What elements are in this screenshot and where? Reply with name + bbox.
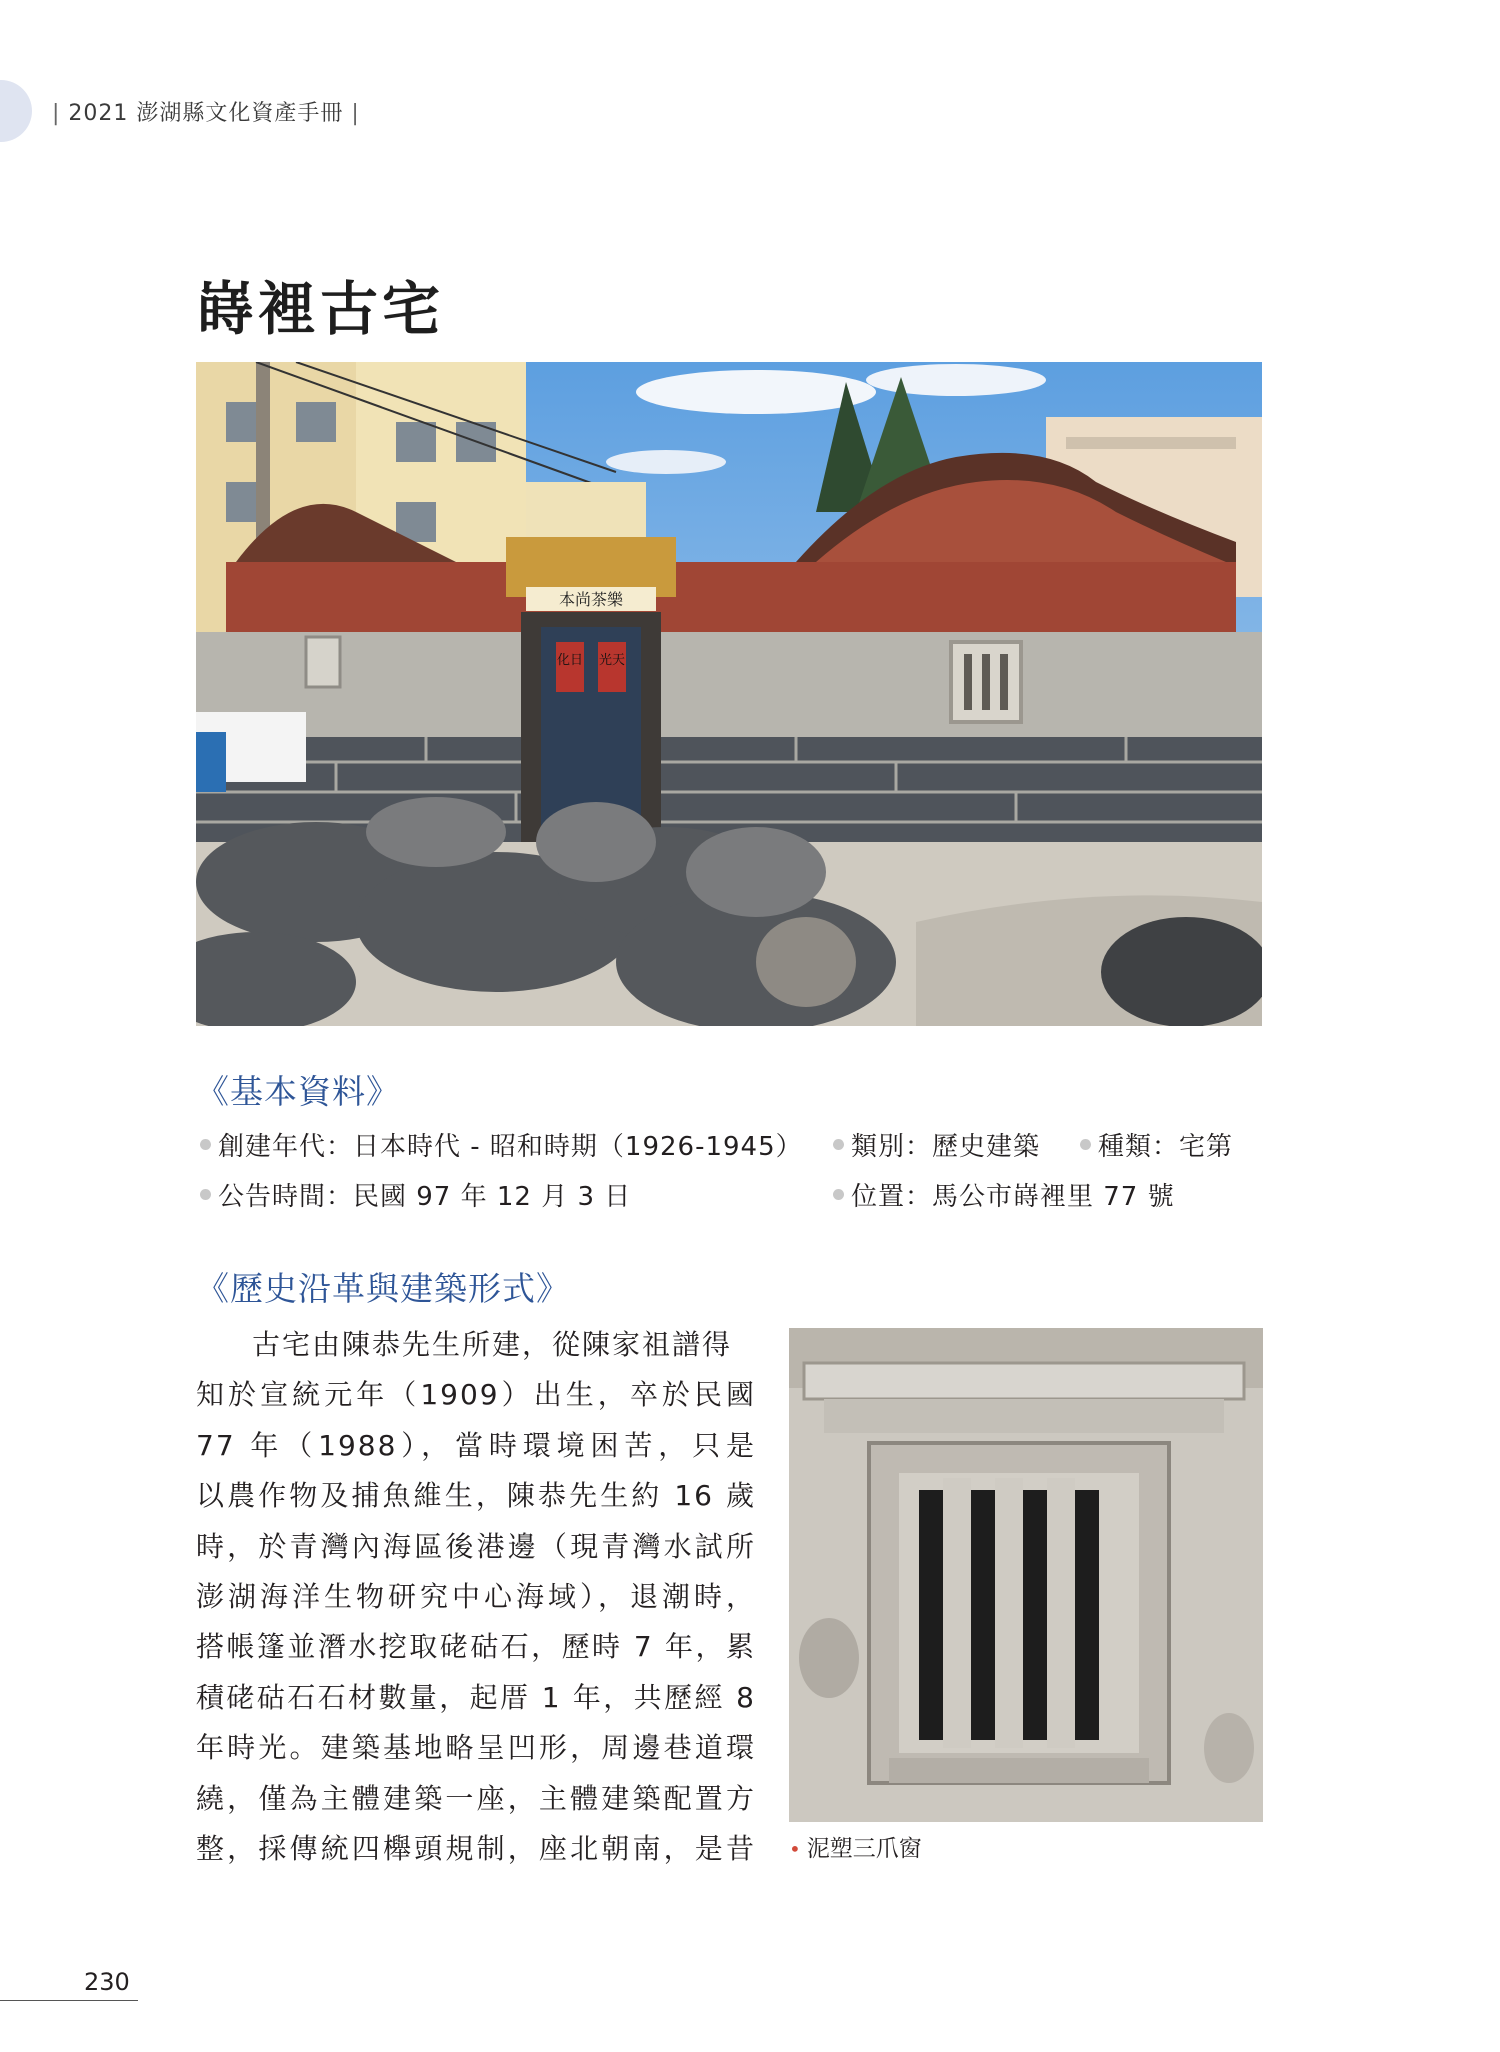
- body-line: 以農作物及捕魚維生，陳恭先生約 16 歲: [196, 1479, 756, 1513]
- bullet-dot-icon: [833, 1189, 844, 1200]
- body-line: 時，於青灣內海區後港邊（現青灣水試所: [196, 1529, 756, 1563]
- info-announced: [200, 1176, 631, 1213]
- info-type: [1080, 1126, 1233, 1163]
- running-header: [52, 96, 360, 127]
- caption-bullet-icon: •: [789, 1837, 801, 1861]
- old-house-illustration: [196, 362, 1262, 1026]
- clay-window-illustration: [789, 1328, 1263, 1822]
- body-line: 年時光。建築基地略呈凹形，周邊巷道環: [196, 1731, 756, 1765]
- window-photo: [789, 1328, 1263, 1822]
- info-built-era-text: 創建年代：日本時代 - 昭和時期（1926-1945）: [218, 1132, 803, 1162]
- running-header-text: 2021 澎湖縣文化資產手冊: [68, 101, 344, 126]
- door-plaque-text: 本尚茶樂: [558, 590, 624, 609]
- bullet-dot-icon: [200, 1189, 211, 1200]
- page-title: 嵵裡古宅: [196, 275, 445, 343]
- info-location: [833, 1176, 1175, 1213]
- body-line: 澎湖海洋生物研究中心海域），退潮時，: [196, 1580, 756, 1614]
- page-number: 230: [84, 1968, 130, 1996]
- info-type-text: 種類：宅第: [1098, 1132, 1234, 1162]
- body-line: 知於宣統元年（1909）出生，卒於民國: [196, 1378, 756, 1412]
- body-line: 繞，僅為主體建築一座，主體建築配置方: [196, 1781, 756, 1815]
- basic-info-heading: 《基本資料》: [196, 1072, 400, 1111]
- body-line: 積硓𥑮石石材數量，起厝 1 年，共歷經 8: [196, 1680, 756, 1714]
- bullet-dot-icon: [833, 1139, 844, 1150]
- page-number-rule: [0, 2000, 138, 2001]
- info-category-text: 類別：歷史建築: [851, 1132, 1041, 1162]
- bullet-dot-icon: [1080, 1139, 1091, 1150]
- header-divider-right: |: [351, 101, 360, 126]
- info-announced-text: 公告時間：民國 97 年 12 月 3 日: [218, 1182, 632, 1212]
- main-photo-old-house: [196, 362, 1262, 1026]
- chapter-tab-marker: [0, 80, 32, 142]
- door-couplet-left: 化日: [556, 653, 584, 668]
- window-photo-caption: [789, 1830, 922, 1863]
- history-body-text: [196, 1320, 756, 1874]
- body-line: 77 年（1988），當時環境困苦，只是: [196, 1428, 756, 1462]
- info-category: [833, 1126, 1040, 1163]
- body-line: 古宅由陳恭先生所建，從陳家祖譜得: [252, 1328, 733, 1361]
- info-location-text: 位置：馬公市嵵裡里 77 號: [851, 1182, 1175, 1212]
- body-line: 整，採傳統四櫸頭規制，座北朝南，是昔: [196, 1832, 756, 1866]
- history-heading: 《歷史沿革與建築形式》: [196, 1269, 570, 1308]
- door-couplet-right: 光天: [598, 653, 626, 668]
- bullet-dot-icon: [200, 1139, 211, 1150]
- body-line: 搭帳篷並潛水挖取硓𥑮石，歷時 7 年，累: [196, 1630, 756, 1664]
- info-built-era: [200, 1126, 803, 1163]
- header-divider-left: |: [52, 101, 61, 126]
- window-photo-caption-text: 泥塑三爪窗: [806, 1836, 922, 1862]
